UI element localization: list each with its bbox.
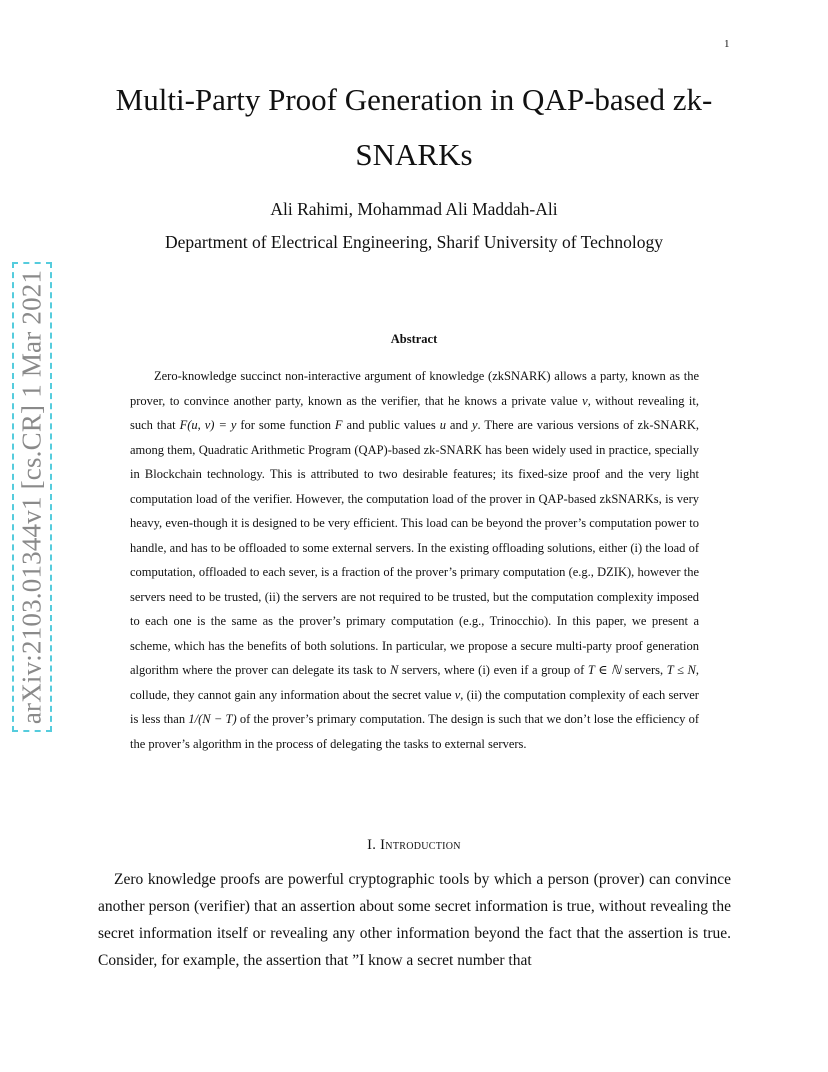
formula-ratio: 1/(N − T) [188,712,237,726]
formula-t-le-n: T ≤ N [666,663,696,677]
formula-t-in-n: T ∈ ℕ [587,663,622,677]
paper-title: Multi-Party Proof Generation in QAP-based zk-SNARKs [115,82,713,172]
arxiv-identifier: arXiv:2103.01344v1 [cs.CR] 1 Mar 2021 [16,269,47,725]
section-number: I. [367,837,377,853]
abstract-text: Zero-knowledge succinct non-interactive argument of knowledge (zkSNARK) allows a party, known as the prover, to convince another party, known as the verifier, that he knows a private value v, without revealing it, such that F(u, v) = y for some function F and public values u and y. There are various versions of zk-SNARK, among them, Quadratic Arithmetic Program (QAP)-based zk-SNARK has been widely used in practice, specially in Blockchain technology. This is attributed to two desirable features; its fixed-size proof and the very light computation load of the verifier. However, the computation load of the prover in QAP-based zkSNARKs, is very heavy, even-though it is designed to be very efficient. This load can be beyond the prover’s computation power to handle, and has to be offloaded to some external servers. In the existing offloading solutions, either (i) the load of computation, offloaded to each sever, is a fraction of the prover’s primary computation (e.g., DZIK), however the servers need to be trusted, (ii) the servers are not required to be trusted, but the computation complexity imposed to each one is the same as the prover’s primary computation (e.g., Trinocchio). In this paper, we present a scheme, which has the benefits of both solutions. In particular, we propose a secure multi-party proof generation algorithm where the prover can delegate its task to N servers, where (i) even if a group of T ∈ ℕ servers, T ≤ N, collude, they cannot gain any information about the secret value v, (ii) the computation complexity of each server is less than 1/(N − T) of the prover’s primary computation. The design is such that we don’t lose the efficiency of the prover’s algorithm in the process of delegating the tasks to external servers. [130,369,700,751]
abstract-heading: Abstract [390,332,438,346]
formula-fuv: F(u, v) = y [179,418,237,432]
page-number: 1 [724,38,730,50]
paper-authors: Ali Rahimi, Mohammad Ali Maddah-Ali [270,199,558,219]
section-heading-introduction [0,837,828,854]
section-title: Introduction [380,837,461,853]
paper-affiliation: Department of Electrical Engineering, Sharif University of Technology [164,232,663,252]
introduction-text: Zero knowledge proofs are powerful cryptographic tools by which a person (prover) can convince another person (verifier) that an assertion about some secret information is true, without revealing the secret information itself or revealing any other information beyond the fact that the assertion is true. Consider, for example, the assertion that ”I know a secret number that [98,871,731,969]
